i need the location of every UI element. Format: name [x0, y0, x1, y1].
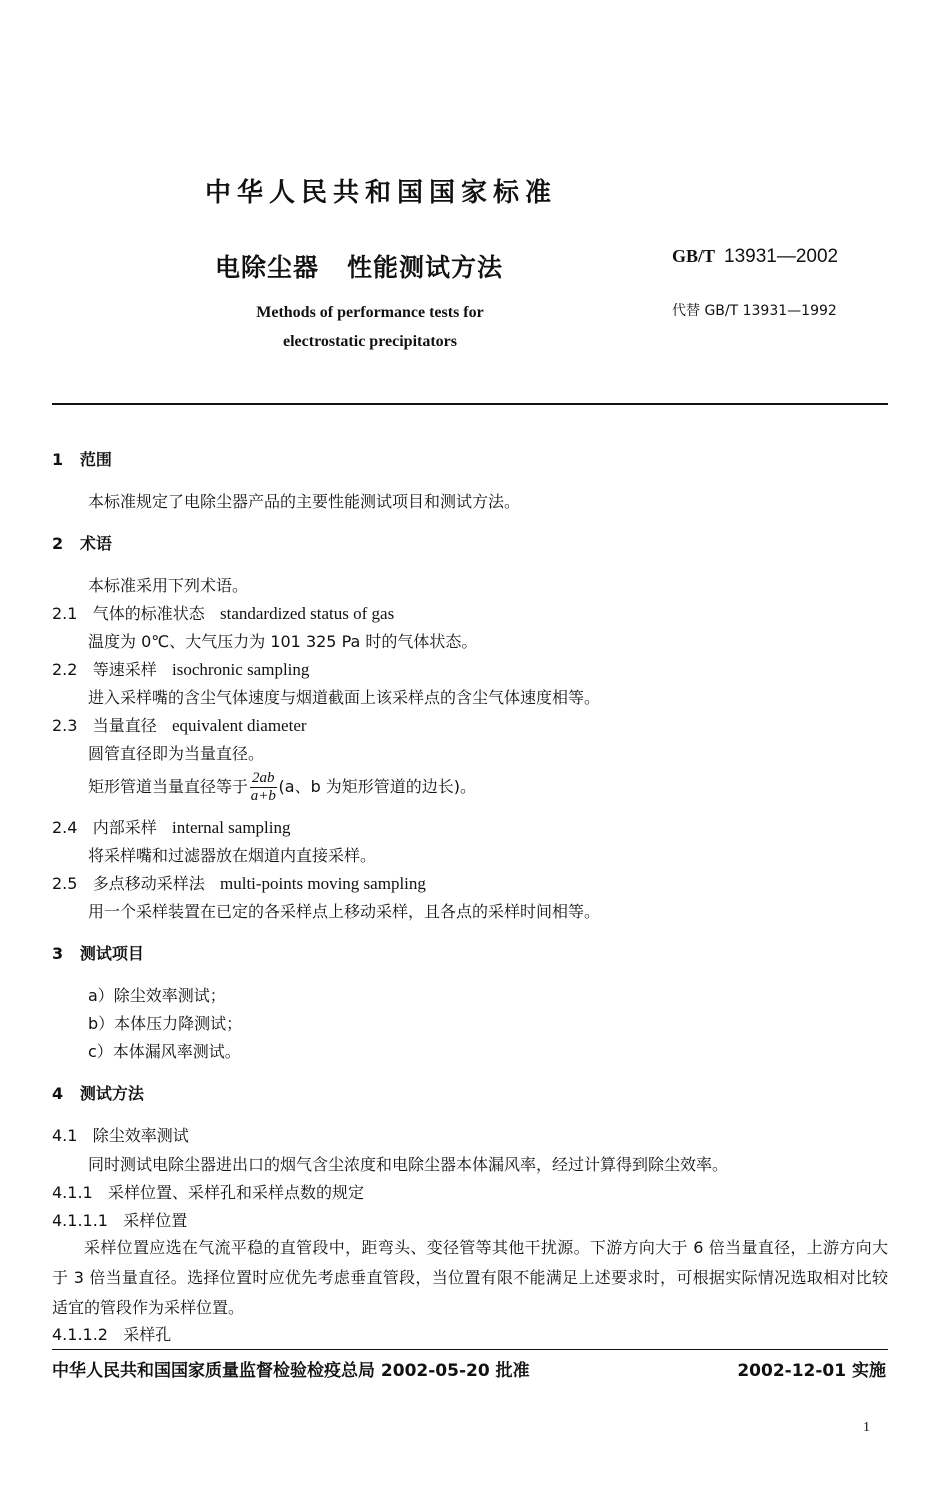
subsection-4-1-1-2-heading [52, 1322, 171, 1345]
term-2-5-number: 2.5 [52, 874, 78, 893]
national-standard-heading: 中华人民共和国国家标准 [205, 178, 558, 208]
subsection-4-1-1-2-number: 4.1.1.2 [52, 1325, 108, 1344]
fraction-numerator: 2ab [252, 770, 275, 786]
standard-number-value: 13931—2002 [724, 246, 839, 267]
subsection-4-1-1-1-heading [52, 1208, 187, 1231]
header-divider [52, 403, 888, 405]
section-2-number: 2 [52, 534, 64, 553]
term-2-3-definition-1: 圆管直径即为当量直径。 [88, 744, 265, 763]
term-2-2-number: 2.2 [52, 660, 78, 679]
implementation-date: 2002-12-01 实施 [737, 1361, 886, 1381]
section-3-number: 3 [52, 944, 64, 963]
term-2-1-definition: 温度为 0℃、大气压力为 101 325 Pa 时的气体状态。 [88, 632, 478, 651]
term-2-5-en: multi-points moving sampling [220, 874, 426, 893]
test-item-b: b）本体压力降测试； [88, 1014, 243, 1033]
subsection-4-1-text: 同时测试电除尘器进出口的烟气含尘浓度和电除尘器本体漏风率，经过计算得到除尘效率。 [88, 1155, 729, 1174]
term-2-5-definition: 用一个采样装置在已定的各采样点上移动采样，且各点的采样时间相等。 [88, 902, 601, 921]
subsection-4-1-title: 除尘效率测试 [92, 1126, 189, 1145]
subsection-4-1-1-1-title: 采样位置 [123, 1211, 188, 1230]
document-title-en-line2: electrostatic precipitators [282, 333, 457, 350]
document-title-cn [215, 248, 503, 284]
section-4-number: 4 [52, 1084, 64, 1103]
term-2-1-number: 2.1 [52, 604, 78, 623]
section-2-text: 本标准采用下列术语。 [88, 576, 249, 595]
section-4-title: 测试方法 [79, 1084, 144, 1103]
term-2-3-cn: 当量直径 [92, 716, 157, 735]
document-title-en-line1: Methods of performance tests for [256, 304, 484, 321]
term-2-4-cn: 内部采样 [92, 818, 157, 837]
term-2-3-definition-2 [88, 770, 476, 805]
section-1-title: 范围 [79, 450, 112, 469]
subsection-4-1-1-1-number: 4.1.1.1 [52, 1211, 108, 1230]
page-number: 1 [863, 1420, 870, 1435]
section-4-heading [52, 1081, 144, 1104]
title-cn-part2: 性能测试方法 [347, 253, 504, 282]
subsection-4-1-number: 4.1 [52, 1126, 78, 1145]
title-cn-part1: 电除尘器 [215, 253, 320, 282]
test-item-a: a）除尘效率测试； [88, 986, 226, 1005]
term-2-3 [52, 713, 307, 736]
term-2-1-en: standardized status of gas [220, 604, 395, 623]
subsection-4-1-1-heading [52, 1180, 364, 1203]
term-2-4-number: 2.4 [52, 818, 78, 837]
subsection-4-1-1-1-text: 采样位置应选在气流平稳的直管段中，距弯头、变径管等其他干扰源。下游方向大于 6 倍当量直径，上游方向大于 3 倍当量直径。选择位置时应优先考虑垂直管段，当位置有限不能满足上述要求时，可根据实际情况选取相对比较适宜的管段作为采样位置。 [52, 1238, 888, 1317]
section-1-text: 本标准规定了电除尘器产品的主要性能测试项目和测试方法。 [88, 492, 521, 511]
term-2-2-en: isochronic sampling [172, 660, 310, 679]
equivalent-diameter-fraction [250, 770, 277, 805]
term-2-3-number: 2.3 [52, 716, 78, 735]
footer-divider [52, 1349, 888, 1350]
approval-line: 中华人民共和国国家质量监督检验检疫总局 2002-05-20 批准 [52, 1361, 530, 1381]
subsection-4-1-1-2-title: 采样孔 [123, 1325, 172, 1344]
test-item-c: c）本体漏风率测试。 [88, 1042, 241, 1061]
term-2-5 [52, 871, 426, 894]
term-2-4 [52, 815, 291, 838]
section-2-heading [52, 531, 112, 554]
section-2-title: 术语 [79, 534, 112, 553]
term-2-4-en: internal sampling [172, 818, 291, 837]
term-2-2-cn: 等速采样 [92, 660, 157, 679]
formula-lead-text: 矩形管道当量直径等于 [88, 777, 249, 796]
subsection-4-1-heading [52, 1123, 189, 1146]
term-2-1 [52, 601, 394, 624]
term-2-2 [52, 657, 309, 680]
standard-number [672, 246, 838, 268]
replaces-standard: 代替 GB/T 13931—1992 [672, 303, 837, 319]
section-1-heading [52, 447, 112, 470]
subsection-4-1-1-title: 采样位置、采样孔和采样点数的规定 [107, 1183, 364, 1202]
section-3-title: 测试项目 [79, 944, 144, 963]
subsection-4-1-1-number: 4.1.1 [52, 1183, 93, 1202]
section-3-heading [52, 941, 144, 964]
term-2-1-cn: 气体的标准状态 [92, 604, 205, 623]
standard-prefix: GB/T [672, 246, 716, 266]
fraction-denominator: a+b [250, 788, 276, 804]
term-2-4-definition: 将采样嘴和过滤器放在烟道内直接采样。 [88, 846, 377, 865]
term-2-5-cn: 多点移动采样法 [92, 874, 205, 893]
section-1-number: 1 [52, 450, 64, 469]
formula-trail-text: (a、b 为矩形管道的边长)。 [278, 777, 477, 796]
term-2-2-definition: 进入采样嘴的含尘气体速度与烟道截面上该采样点的含尘气体速度相等。 [88, 688, 601, 707]
term-2-3-en: equivalent diameter [172, 716, 307, 735]
